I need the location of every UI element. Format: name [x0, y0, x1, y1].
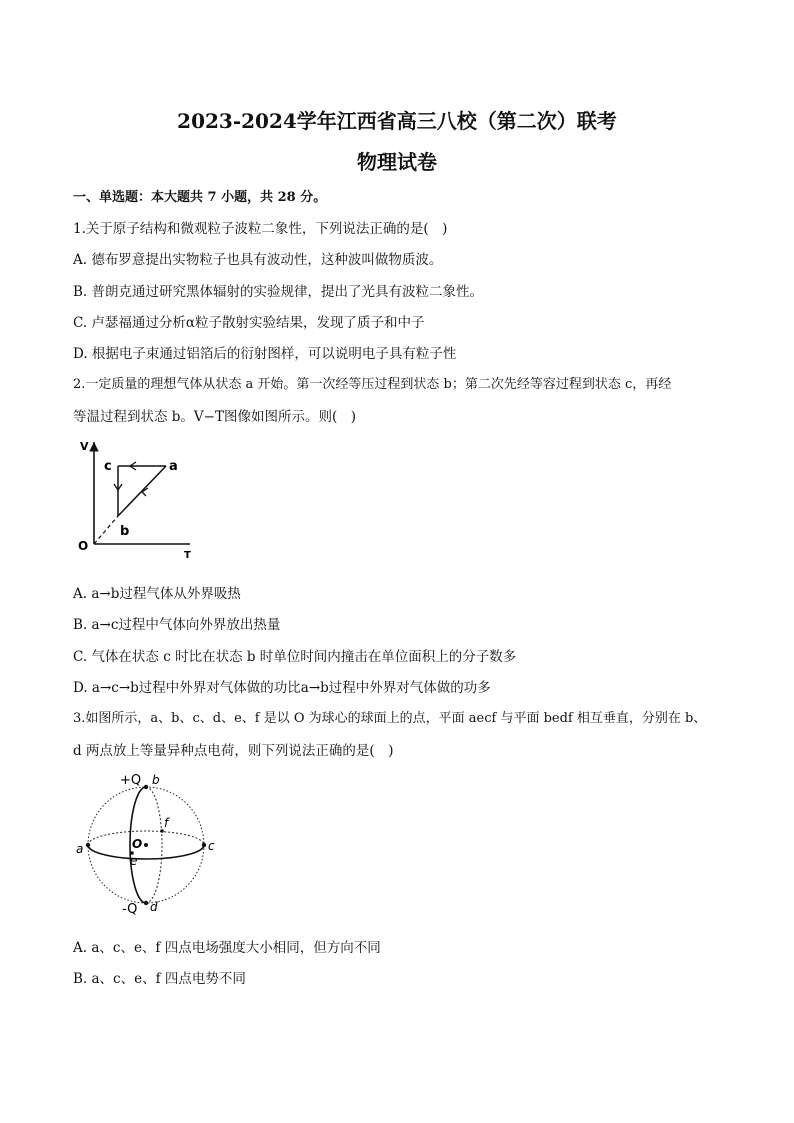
point-d — [144, 901, 148, 905]
label-plus-q: +Q — [120, 773, 142, 788]
point-b — [144, 785, 148, 789]
v-axis-label: V — [80, 440, 89, 453]
section-heading: 一、单选题：本大题共 7 小题，共 28 分。 — [73, 190, 327, 205]
q3-stem-line1: 3.如图所示，a、b、c、d、e、f 是以 O 为球心的球面上的点，平面 aecf 与平面 bedf 相互垂直，分别在 b、 — [73, 711, 707, 726]
q1-stem: 1.关于原子结构和微观粒子波粒二象性，下列说法正确的是( ) — [73, 221, 448, 237]
q1-option-d: D. 根据电子束通过铝箔后的衍射图样，可以说明电子具有粒子性 — [73, 346, 457, 362]
sphere-figure — [72, 768, 222, 918]
point-a — [86, 843, 90, 847]
dashed-ob — [94, 516, 118, 544]
q2-stem-line1: 2.一定质量的理想气体从状态 a 开始。第一次经等压过程到状态 b；第二次先经等容过程到状态 c，再经 — [73, 377, 672, 392]
line-ab — [118, 466, 166, 516]
label-minus-q: -Q — [122, 902, 138, 917]
equator-back — [88, 831, 204, 845]
t-axis-label: T — [184, 550, 191, 561]
point-b-label: b — [120, 524, 130, 539]
label-o: O — [132, 837, 143, 851]
q2-stem-line2: 等温过程到状态 b。V−T图像如图所示。则( ) — [73, 409, 357, 425]
vt-graph-figure — [70, 436, 210, 561]
q1-option-b: B. 普朗克通过研究黑体辐射的实验规律，提出了光具有波粒二象性。 — [73, 284, 484, 300]
q2-option-d: D. a→c→b过程中外界对气体做的功比a→b过程中外界对气体做的功多 — [73, 680, 491, 696]
point-a-label: a — [169, 459, 178, 474]
q3-option-b: B. a、c、e、f 四点电势不同 — [73, 971, 246, 987]
q2-option-c: C. 气体在状态 c 时比在状态 b 时单位时间内撞击在单位面积上的分子数多 — [73, 649, 517, 665]
q3-option-a: A. a、c、e、f 四点电场强度大小相同，但方向不同 — [73, 940, 381, 956]
point-c-label: c — [104, 459, 112, 474]
meridian-back — [146, 787, 162, 903]
point-c — [202, 843, 206, 847]
exam-subtitle: 物理试卷 — [357, 150, 437, 174]
q2-option-a: A. a→b过程气体从外界吸热 — [73, 586, 241, 602]
q3-stem-line2: d 两点放上等量异种点电荷，则下列说法正确的是( ) — [73, 743, 394, 759]
q2-option-b: B. a→c过程中气体向外界放出热量 — [73, 617, 281, 633]
label-c: c — [208, 839, 215, 853]
label-a: a — [76, 842, 84, 856]
label-b: b — [152, 773, 160, 787]
label-d: d — [150, 900, 158, 914]
exam-title: 2023-2024学年江西省高三八校（第二次）联考 — [177, 109, 617, 133]
origin-label: O — [78, 539, 89, 553]
label-e: e — [130, 854, 138, 868]
label-f: f — [164, 816, 169, 830]
q1-option-c: C. 卢瑟福通过分析α粒子散射实验结果，发现了质子和中子 — [73, 315, 425, 331]
equator-front — [88, 845, 204, 859]
q1-option-a: A. 德布罗意提出实物粒子也具有波动性，这种波叫做物质波。 — [73, 252, 443, 268]
point-o — [144, 843, 148, 847]
